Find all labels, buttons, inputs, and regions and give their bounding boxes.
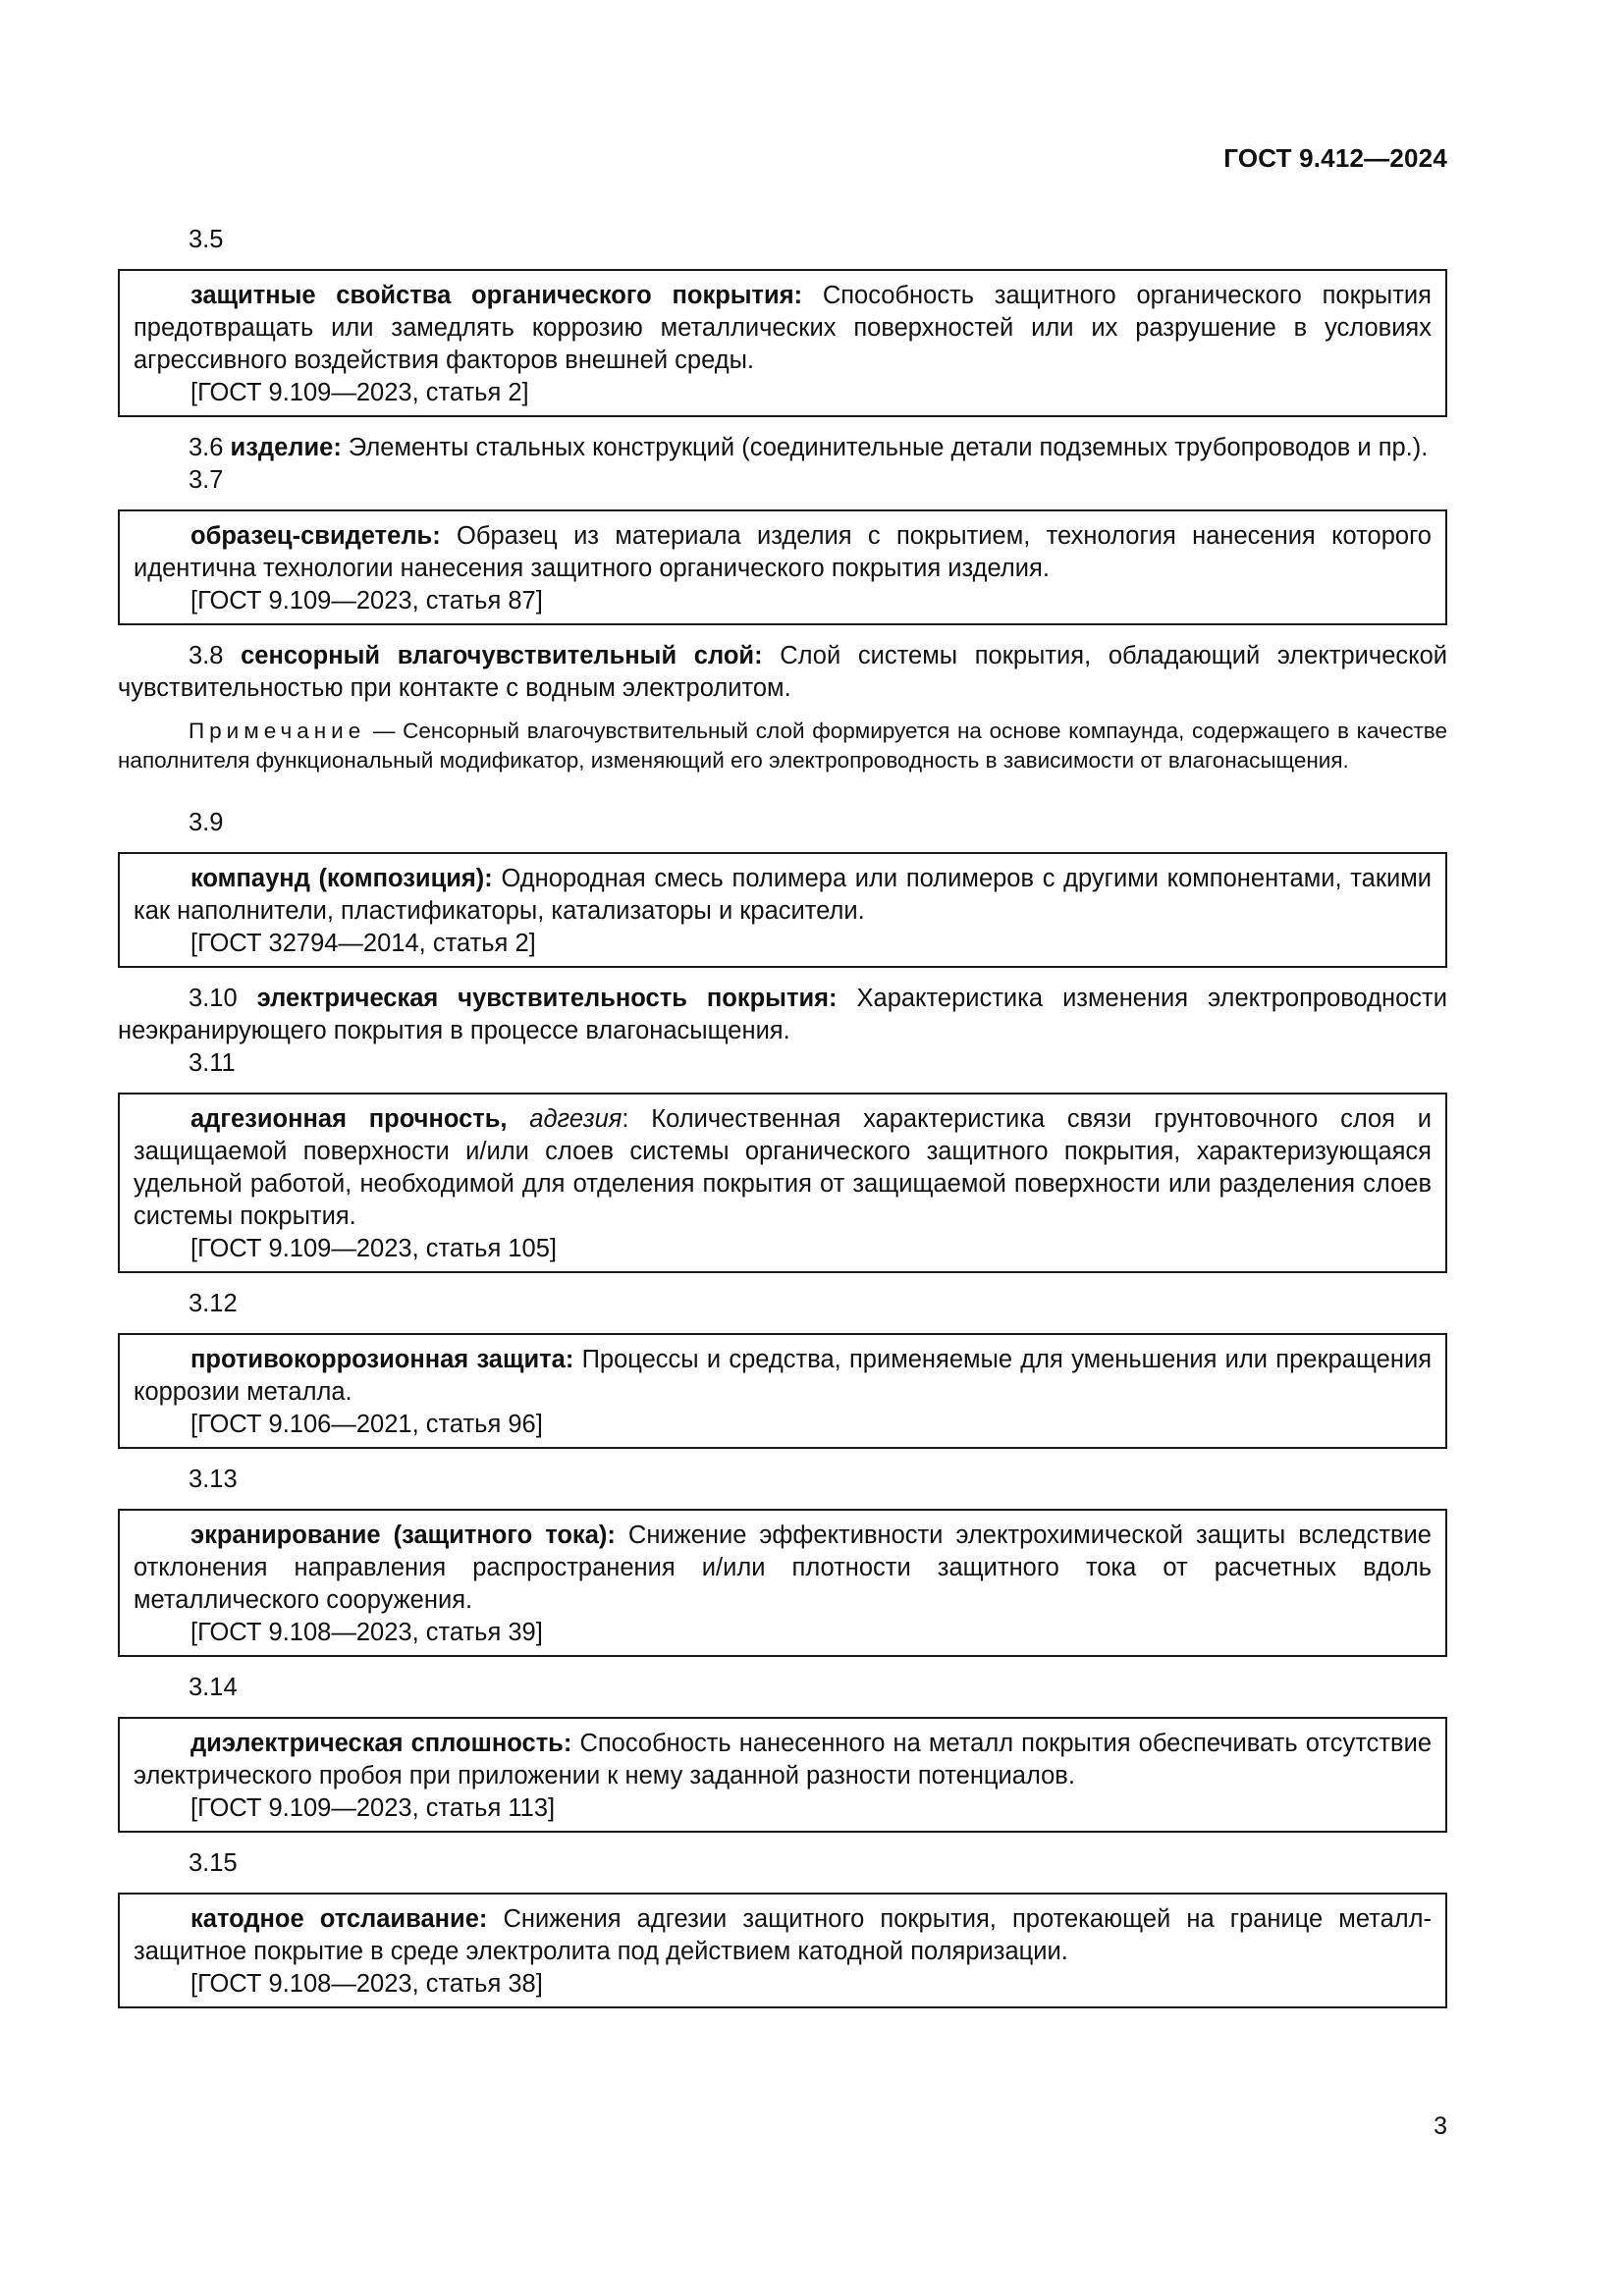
entry-number: 3.15 — [189, 1849, 238, 1877]
definition: Способность нанесенного на металл покрытия обеспечивать отсутствие электрического пробоя при приложении к нему заданной разности потенциалов. — [134, 1730, 1433, 1789]
definition-box — [118, 1717, 1447, 1833]
definition-text — [134, 280, 1432, 377]
definition: Процессы и средства, применяемые для уменьшения или прекращения коррозии металла. — [134, 1346, 1432, 1406]
definition: Характеристика изменения электропроводности неэкранирующего покрытия в процессе влагонасыщения. — [118, 985, 1447, 1044]
term: адгезионная прочность, — [190, 1105, 508, 1133]
document-page — [118, 0, 1447, 2296]
definition-text — [134, 1728, 1432, 1792]
term: образец-свидетель: — [190, 522, 441, 550]
definition-box — [118, 1333, 1447, 1449]
source-reference: [ГОСТ 9.109—2023, статья 2] — [190, 379, 529, 406]
definition-text — [118, 640, 1447, 705]
source-reference: [ГОСТ 9.109—2023, статья 105] — [190, 1235, 557, 1262]
definition-text — [118, 983, 1447, 1047]
definition: : Количественная характеристика связи грунтовочного слоя и защищаемой поверхности и/или слоев системы органического защитного покрытия, характеризующаяся удельной работой, необходимой для отделения покрытия от защищаемой поверхности или разделения слоев системы покрытия. — [134, 1105, 1432, 1230]
definition: Снижения адгезии защитного покрытия, протекающей на границе металл-защитное покрытие в среде электролита под действием катодной поляризации. — [134, 1905, 1432, 1965]
entry-number: 3.14 — [189, 1674, 238, 1701]
definition-text — [118, 432, 1447, 464]
term: компаунд (композиция): — [190, 865, 493, 892]
definition-text — [134, 520, 1432, 585]
note-text: — Сенсорный влагочувствительный слой формируется на основе компаунда, содержащего в качестве наполнителя функциональный модификатор, изменяющий его электропроводность в зависимости от влагонасыщения. — [118, 719, 1447, 773]
source-reference: [ГОСТ 32794—2014, статья 2] — [190, 930, 536, 957]
entry-number: 3.10 — [189, 985, 238, 1012]
definition-text — [134, 1344, 1432, 1409]
source-reference: [ГОСТ 9.109—2023, статья 113] — [190, 1794, 556, 1822]
definition: Образец из материала изделия с покрытием, технология нанесения которого идентична технологии нанесения защитного органического покрытия изделия. — [134, 522, 1432, 582]
definition-box — [118, 1893, 1447, 2008]
note — [118, 717, 1447, 775]
definition: Снижение эффективности электрохимической защиты вследствие отклонения направления распространения и/или плотности защитного тока от расчетных вдоль металлического сооружения. — [134, 1522, 1432, 1614]
definition-text — [134, 863, 1432, 928]
definition: Способность защитного органического покрытия предотвращать или замедлять коррозию металлических поверхностей или их разрушение в условиях агрессивного воздействия факторов внешней среды. — [134, 282, 1432, 374]
term: противокоррозионная защита: — [190, 1346, 574, 1373]
term: электрическая чувствительность покрытия: — [256, 985, 838, 1012]
entry-number: 3.6 — [189, 434, 224, 461]
source-reference: [ГОСТ 9.109—2023, статья 87] — [190, 587, 543, 614]
definition-text — [134, 1903, 1432, 1968]
definition-box — [118, 269, 1447, 417]
definition: Однородная смесь полимера или полимеров с другими компонентами, такими как наполнители, пластификаторы, катализаторы и красители. — [134, 865, 1433, 925]
synonym: адгезия — [529, 1105, 623, 1133]
term: защитные свойства органического покрытия: — [190, 282, 803, 309]
definition-box — [118, 852, 1447, 968]
definition-text — [134, 1520, 1432, 1617]
entry-number: 3.7 — [189, 466, 224, 494]
entry-number: 3.5 — [189, 226, 224, 253]
note-label: Примечание — [189, 719, 366, 743]
definition: Элементы стальных конструкций (соединительные детали подземных трубопроводов и пр.). — [348, 434, 1429, 461]
definition-box — [118, 1509, 1447, 1657]
term: изделие: — [230, 434, 342, 461]
entry-number: 3.11 — [189, 1049, 236, 1077]
term: экранирование (защитного тока): — [190, 1522, 616, 1549]
source-reference: [ГОСТ 9.106—2021, статья 96] — [190, 1411, 543, 1438]
entry-number: 3.13 — [189, 1466, 238, 1493]
source-reference: [ГОСТ 9.108—2023, статья 39] — [190, 1619, 543, 1646]
entry-number: 3.12 — [189, 1290, 238, 1317]
term: катодное отслаивание: — [190, 1905, 488, 1933]
definitions-list — [118, 224, 1447, 2023]
definition-box — [118, 1093, 1447, 1273]
document-code-header: ГОСТ 9.412—2024 — [1223, 143, 1447, 173]
term: диэлектрическая сплошность: — [190, 1730, 572, 1757]
entry-number: 3.8 — [189, 642, 224, 669]
definition-box — [118, 509, 1447, 625]
entry-number: 3.9 — [189, 809, 224, 836]
definition: Слой системы покрытия, обладающий электрической чувствительностью при контакте с водным электролитом. — [118, 642, 1447, 702]
definition-text — [134, 1103, 1432, 1233]
source-reference: [ГОСТ 9.108—2023, статья 38] — [190, 1970, 543, 1998]
page-number: 3 — [1434, 2112, 1447, 2140]
term: сенсорный влагочувствительный слой: — [241, 642, 763, 669]
